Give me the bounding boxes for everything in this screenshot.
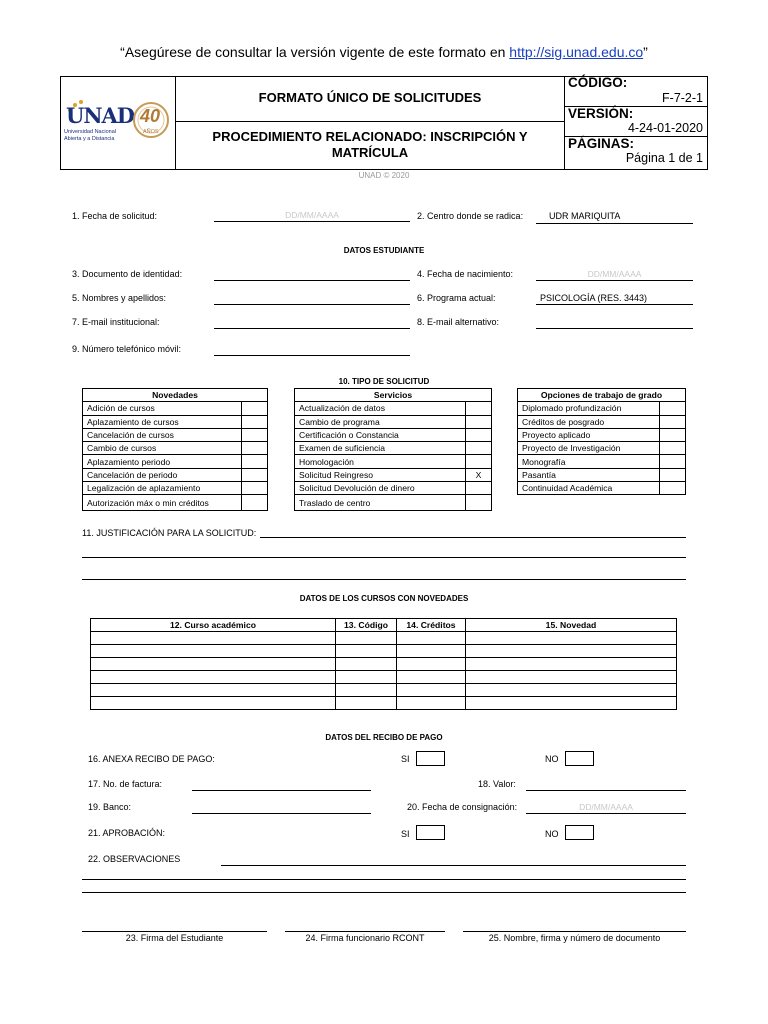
novedad-label: Aplazamiento periodo [83, 455, 242, 468]
placeholder-fecha-solicitud: DD/MM/AAAA [285, 210, 339, 220]
servicio-check[interactable] [466, 455, 492, 468]
signature-label-estudiante: 23. Firma del Estudiante [125, 933, 224, 943]
checkbox-anexa-si[interactable] [416, 751, 445, 766]
novedad-label: Cancelación de cursos [83, 428, 242, 441]
novedad-check[interactable] [242, 442, 268, 455]
label-email-alternativo: 8. E-mail alternativo: [417, 317, 500, 327]
label-valor: 18. Valor: [478, 779, 516, 789]
input-justificacion-line1[interactable] [260, 537, 686, 538]
servicio-label: Actualización de datos [295, 402, 466, 415]
novedad-check[interactable] [242, 482, 268, 495]
value-centro: UDR MARIQUITA [549, 211, 621, 221]
label-centro: 2. Centro donde se radica: [417, 211, 524, 221]
servicio-check[interactable] [466, 442, 492, 455]
opcion-label: Créditos de posgrado [518, 415, 660, 428]
opciones-table [517, 388, 686, 495]
checkbox-aprobacion-si[interactable] [416, 825, 445, 840]
novedad-label: Cambio de cursos [83, 442, 242, 455]
version-label: VERSIÓN: [568, 106, 634, 121]
table-row [91, 645, 677, 658]
servicio-label: Examen de suficiencia [295, 442, 466, 455]
opcion-label: Proyecto aplicado [518, 428, 660, 441]
signature-label-rcont: 24. Firma funcionario RCONT [305, 933, 425, 943]
novedad-label: Autorización máx o min créditos [83, 495, 242, 511]
course-cell[interactable] [397, 697, 466, 710]
form-title: FORMATO ÚNICO DE SOLICITUDES [258, 90, 482, 105]
label-aprobacion: 21. APROBACIÓN: [88, 828, 166, 838]
value-programa: PSICOLOGÍA (RES. 3443) [540, 293, 648, 303]
course-cell[interactable] [91, 632, 336, 645]
label-factura: 17. No. de factura: [88, 779, 163, 789]
table-row [518, 402, 686, 415]
course-cell[interactable] [466, 684, 677, 697]
table-row [83, 468, 268, 481]
copyright: UNAD © 2020 [358, 171, 410, 180]
label-fecha-consignacion: 20. Fecha de consignación: [407, 802, 518, 812]
courses-table [90, 618, 677, 710]
label-fecha-solicitud: 1. Fecha de solicitud: [72, 211, 158, 221]
table-row [91, 632, 677, 645]
anniversary-seal [131, 99, 171, 143]
input-documento[interactable] [214, 280, 410, 281]
signature-line-documento[interactable] [463, 931, 686, 932]
table-row [91, 697, 677, 710]
codigo-label: CÓDIGO: [568, 75, 628, 90]
courses-header-novedad: 15. Novedad [466, 619, 677, 632]
label-aprobacion-si: SI [401, 829, 410, 839]
section-datos-recibo: DATOS DEL RECIBO DE PAGO [325, 733, 443, 742]
novedad-check[interactable] [242, 455, 268, 468]
notice-end: ” [643, 44, 648, 60]
opcion-check[interactable] [660, 415, 686, 428]
input-nombres[interactable] [214, 304, 410, 305]
servicio-label: Solicitud Devolución de dinero [295, 482, 466, 495]
table-row [91, 671, 677, 684]
table-row [295, 428, 492, 441]
course-cell[interactable] [336, 658, 397, 671]
unad-logo [64, 96, 135, 156]
notice-text: “Asegúrese de consultar la versión vigente de este formato en [120, 44, 510, 60]
servicio-label: Homologación [295, 455, 466, 468]
table-row [295, 495, 492, 511]
novedad-check[interactable] [242, 495, 268, 511]
opcion-check[interactable] [660, 402, 686, 415]
logo-sub2: Abierta y a Distancia [64, 136, 115, 142]
label-telefono: 9. Número telefónico móvil: [72, 344, 182, 354]
placeholder-fecha-nacimiento: DD/MM/AAAA [587, 269, 642, 279]
novedad-label: Aplazamiento de cursos [83, 415, 242, 428]
opcion-label: Proyecto de Investigación [518, 442, 660, 455]
course-cell[interactable] [397, 671, 466, 684]
signature-line-estudiante[interactable] [82, 931, 267, 932]
paginas-value: Página 1 de 1 [625, 151, 703, 165]
opcion-check[interactable] [660, 468, 686, 481]
table-row [91, 684, 677, 697]
input-observaciones-line1[interactable] [221, 865, 686, 866]
input-email-institucional[interactable] [214, 328, 410, 329]
course-cell[interactable] [466, 671, 677, 684]
table-row [518, 442, 686, 455]
opciones-header: Opciones de trabajo de grado [518, 389, 686, 402]
table-row [518, 415, 686, 428]
signature-label-documento: 25. Nombre, firma y número de documento [488, 933, 661, 943]
table-row [295, 442, 492, 455]
label-anexa-recibo: 16. ANEXA RECIBO DE PAGO: [88, 754, 215, 764]
input-centro[interactable] [536, 223, 693, 224]
input-justificacion-line2[interactable] [82, 557, 686, 558]
course-cell[interactable] [466, 658, 677, 671]
servicio-check[interactable]: X [466, 468, 492, 481]
table-row [83, 455, 268, 468]
input-fecha-consignacion[interactable] [526, 813, 686, 814]
table-row [518, 468, 686, 481]
course-cell[interactable] [91, 684, 336, 697]
header-divider-title [175, 121, 564, 122]
input-factura[interactable] [192, 790, 371, 791]
label-anexa-si: SI [401, 754, 410, 764]
course-cell[interactable] [336, 632, 397, 645]
table-row [83, 402, 268, 415]
servicio-check[interactable] [466, 495, 492, 511]
novedades-table [82, 388, 268, 511]
section-tipo-solicitud: 10. TIPO DE SOLICITUD [338, 377, 430, 386]
servicio-check[interactable] [466, 415, 492, 428]
course-cell[interactable] [466, 645, 677, 658]
input-fecha-solicitud[interactable] [214, 221, 410, 222]
input-observaciones-line3[interactable] [82, 892, 686, 893]
table-row [295, 415, 492, 428]
novedad-label: Adición de cursos [83, 402, 242, 415]
course-cell[interactable] [336, 684, 397, 697]
opcion-check[interactable] [660, 455, 686, 468]
course-cell[interactable] [336, 697, 397, 710]
servicio-label: Traslado de centro [295, 495, 466, 511]
course-cell[interactable] [91, 658, 336, 671]
table-row [295, 468, 492, 481]
label-justificacion: 11. JUSTIFICACIÓN PARA LA SOLICITUD: [82, 528, 257, 538]
novedad-check[interactable] [242, 415, 268, 428]
logo-name: UNAD [66, 103, 135, 128]
course-cell[interactable] [397, 645, 466, 658]
input-programa[interactable] [536, 304, 693, 305]
course-cell[interactable] [336, 645, 397, 658]
version-value: 4-24-01-2020 [627, 121, 703, 135]
course-cell[interactable] [336, 671, 397, 684]
courses-header-curso: 12. Curso académico [91, 619, 336, 632]
table-row [518, 482, 686, 495]
opcion-label: Diplomado profundización [518, 402, 660, 415]
label-documento: 3. Documento de identidad: [72, 269, 183, 279]
version-notice [0, 44, 768, 60]
label-aprobacion-no: NO [545, 829, 559, 839]
novedad-check[interactable] [242, 402, 268, 415]
opcion-label: Continuidad Académica [518, 482, 660, 495]
label-nombres: 5. Nombres y apellidos: [72, 293, 167, 303]
servicios-table [294, 388, 492, 511]
table-row [91, 658, 677, 671]
input-justificacion-line3[interactable] [82, 579, 686, 580]
opcion-check[interactable] [660, 482, 686, 495]
courses-header-creditos: 14. Créditos [397, 619, 466, 632]
placeholder-fecha-consignacion: DD/MM/AAAA [579, 802, 633, 812]
header-divider-meta [564, 76, 565, 170]
label-email-institucional: 7. E-mail institucional: [72, 317, 160, 327]
table-row [83, 428, 268, 441]
input-banco[interactable] [192, 813, 371, 814]
novedad-check[interactable] [242, 468, 268, 481]
table-row [295, 455, 492, 468]
logo-sub1: Universidad Nacional [64, 129, 116, 135]
input-telefono[interactable] [214, 355, 410, 356]
label-fecha-nacimiento: 4. Fecha de nacimiento: [417, 269, 514, 279]
table-row [295, 402, 492, 415]
input-observaciones-line2[interactable] [82, 879, 686, 880]
servicio-label: Cambio de programa [295, 415, 466, 428]
servicio-label: Certificación o Constancia [295, 428, 466, 441]
anniversary-word: AÑOS [143, 129, 159, 135]
procedure-title: PROCEDIMIENTO RELACIONADO: INSCRIPCIÓN Y MATRÍCULA [212, 129, 528, 160]
paginas-label: PÁGINAS: [568, 136, 635, 151]
course-cell[interactable] [466, 632, 677, 645]
section-datos-estudiante: DATOS ESTUDIANTE [343, 246, 425, 255]
course-cell[interactable] [397, 658, 466, 671]
opcion-check[interactable] [660, 428, 686, 441]
course-cell[interactable] [91, 697, 336, 710]
course-cell[interactable] [91, 671, 336, 684]
course-cell[interactable] [397, 684, 466, 697]
table-row [83, 442, 268, 455]
opcion-check[interactable] [660, 442, 686, 455]
label-observaciones: 22. OBSERVACIONES [88, 854, 181, 864]
checkbox-aprobacion-no[interactable] [565, 825, 594, 840]
servicios-header: Servicios [295, 389, 492, 402]
table-row [295, 482, 492, 495]
servicio-check[interactable] [466, 482, 492, 495]
input-valor[interactable] [526, 790, 686, 791]
course-cell[interactable] [397, 632, 466, 645]
opcion-label: Pasantía [518, 468, 660, 481]
label-anexa-no: NO [545, 754, 559, 764]
novedad-label: Cancelación de periodo [83, 468, 242, 481]
label-programa: 6. Programa actual: [417, 293, 496, 303]
table-row [83, 495, 268, 511]
servicio-check[interactable] [466, 428, 492, 441]
course-cell[interactable] [466, 697, 677, 710]
servicio-check[interactable] [466, 402, 492, 415]
section-datos-cursos: DATOS DE LOS CURSOS CON NOVEDADES [299, 594, 469, 603]
table-row [83, 415, 268, 428]
input-fecha-nacimiento[interactable] [536, 280, 693, 281]
signature-line-rcont[interactable] [285, 931, 445, 932]
course-cell[interactable] [91, 645, 336, 658]
table-row [518, 455, 686, 468]
novedades-header: Novedades [83, 389, 268, 402]
novedad-check[interactable] [242, 428, 268, 441]
novedad-label: Legalización de aplazamiento [83, 482, 242, 495]
checkbox-anexa-no[interactable] [565, 751, 594, 766]
table-row [518, 428, 686, 441]
table-row [83, 482, 268, 495]
courses-header-codigo: 13. Código [336, 619, 397, 632]
opcion-label: Monografía [518, 455, 660, 468]
anniversary-number: 40 [140, 106, 161, 126]
input-email-alternativo[interactable] [536, 328, 693, 329]
servicio-label: Solicitud Reingreso [295, 468, 466, 481]
codigo-value: F-7-2-1 [662, 91, 703, 105]
label-banco: 19. Banco: [88, 802, 132, 812]
sig-link[interactable]: http://sig.unad.edu.co [509, 44, 644, 60]
